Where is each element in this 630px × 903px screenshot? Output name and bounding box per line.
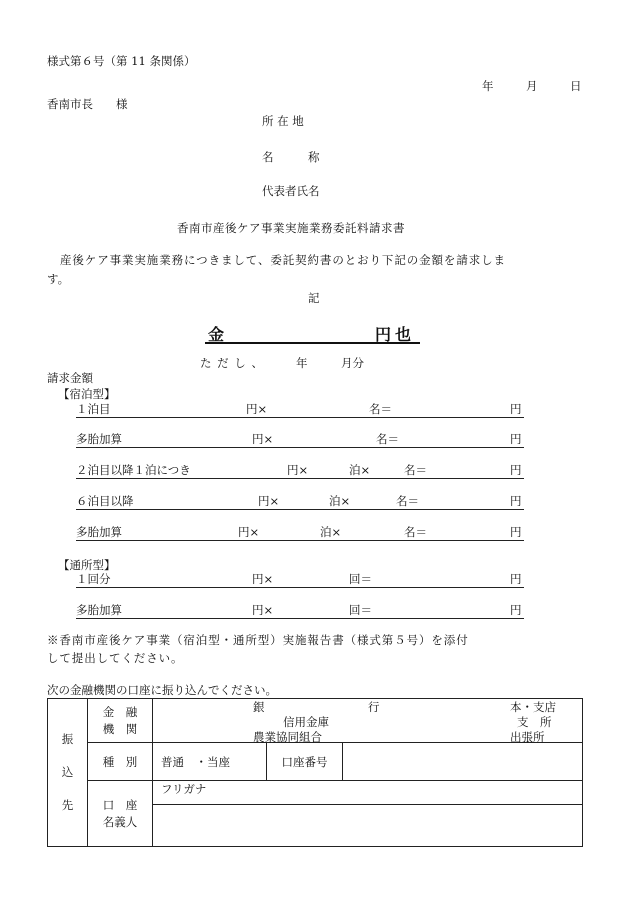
day-type-heading: 【通所型】 [58, 558, 116, 572]
bank-account-table [47, 698, 583, 847]
amount-line [205, 322, 420, 344]
row-nights-times: 泊× [349, 463, 371, 477]
ginko-label: 銀 行 [253, 700, 380, 714]
body-text-line1: 産後ケア事業実施業務につきまして、委託契約書のとおり下記の金額を請求しま [60, 253, 506, 267]
proviso-month: 月分 [341, 356, 364, 370]
account-number-label-cell: 口座番号 [267, 743, 343, 781]
nokyo-label: 農業協同組合 [253, 730, 322, 744]
row-yen: 円 [510, 525, 522, 539]
row-yen-times: 円× [287, 463, 309, 477]
applicant-name-label: 名 称 [262, 150, 320, 164]
shinyo-label: 信用金庫 [283, 715, 329, 729]
row-nights-times: 泊× [329, 494, 351, 508]
day-row-multiple-birth [76, 602, 524, 619]
amount-yen-nari: 円也 [375, 325, 416, 344]
furikomisaki-char: 先 [61, 798, 74, 812]
type-label-cell: 種 別 [88, 743, 153, 781]
institution-value-cell[interactable] [153, 699, 583, 743]
row-times-eq: 回＝ [349, 572, 372, 586]
furikomisaki-char: 込 [61, 765, 74, 779]
applicant-representative-label: 代表者氏名 [262, 184, 320, 198]
stay-row-first-night [76, 401, 524, 418]
holder-label-line: 口 座 [102, 797, 138, 812]
row-persons-eq: 名＝ [396, 494, 419, 508]
note-line1: ※香南市産後ケア事業（宿泊型・通所型）実施報告書（様式第５号）を添付 [47, 633, 469, 647]
row-yen-times: 円× [238, 525, 260, 539]
stay-row-multiple-birth [76, 431, 524, 448]
stay-row-second-night-onward [76, 462, 524, 479]
date-year: 年 [482, 79, 494, 93]
account-holder-name-cell[interactable] [153, 805, 583, 847]
row-yen-times: 円× [252, 603, 274, 617]
ki-label: 記 [308, 291, 320, 305]
row-persons-eq: 名＝ [404, 525, 427, 539]
furikomisaki-char: 振 [61, 732, 74, 746]
body-text-line2: す。 [47, 272, 70, 286]
row-yen-times: 円× [246, 402, 268, 416]
holder-label-cell [88, 781, 153, 847]
row-yen: 円 [510, 572, 522, 586]
row-label: ２泊目以降１泊につき [76, 463, 191, 477]
addressee: 香南市長 様 [47, 97, 128, 111]
row-yen: 円 [510, 463, 522, 477]
row-nights-times: 泊× [320, 525, 342, 539]
row-persons-eq: 名＝ [369, 402, 392, 416]
institution-label-line: 金 融 [102, 704, 138, 719]
date-day: 日 [570, 79, 582, 93]
row-yen: 円 [510, 432, 522, 446]
row-yen: 円 [510, 494, 522, 508]
note-line2: して提出してください。 [47, 651, 184, 665]
row-yen-times: 円× [252, 572, 274, 586]
stay-row-multiple-birth-2 [76, 524, 524, 541]
row-label: 多胎加算 [76, 432, 122, 446]
branch-shutchojo: 出張所 [510, 730, 545, 744]
row-persons-eq: 名＝ [376, 432, 399, 446]
form-id: 様式第６号（第 11 条関係） [47, 54, 196, 68]
row-label: １泊目 [76, 402, 111, 416]
row-persons-eq: 名＝ [404, 463, 427, 477]
holder-label-line: 名義人 [102, 814, 138, 829]
row-yen-times: 円× [258, 494, 280, 508]
branch-honshiten: 本・支店 [510, 700, 556, 714]
row-label: 多胎加算 [76, 525, 122, 539]
row-label: 多胎加算 [76, 603, 122, 617]
row-label: １回分 [76, 572, 111, 586]
branch-shisho: 支 所 [517, 715, 552, 729]
furikomisaki-cell [48, 699, 88, 847]
row-label: ６泊目以降 [76, 494, 134, 508]
stay-row-sixth-night-onward [76, 493, 524, 510]
row-yen-times: 円× [252, 432, 274, 446]
claim-amount-label: 請求金額 [47, 371, 93, 385]
row-times-eq: 回＝ [349, 603, 372, 617]
institution-label-cell [88, 699, 153, 743]
proviso-year: 年 [296, 356, 308, 370]
amount-kin: 金 [208, 325, 229, 344]
row-yen: 円 [510, 402, 522, 416]
bank-intro: 次の金融機関の口座に振り込んでください。 [47, 683, 277, 697]
institution-label-line: 機 関 [102, 721, 138, 736]
date-month: 月 [526, 79, 538, 93]
document-title: 香南市産後ケア事業実施業務委託料請求書 [177, 221, 405, 235]
row-yen: 円 [510, 603, 522, 617]
proviso-tadashi: た だ し 、 [200, 356, 264, 370]
type-value-cell[interactable]: 普通 ・当座 [153, 743, 267, 781]
stay-type-heading: 【宿泊型】 [58, 387, 116, 401]
applicant-address-label: 所 在 地 [262, 114, 304, 128]
day-row-per-visit [76, 571, 524, 588]
account-number-value-cell[interactable] [343, 743, 583, 781]
furigana-cell[interactable]: フリガナ [153, 781, 583, 805]
